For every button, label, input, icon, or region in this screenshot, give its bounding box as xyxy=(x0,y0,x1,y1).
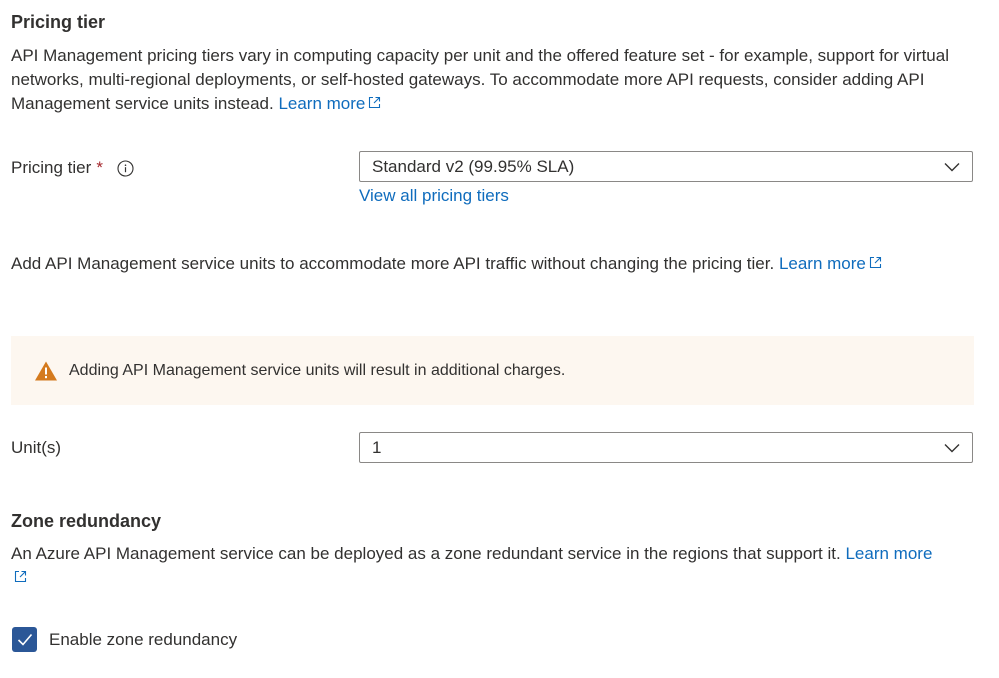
warning-message-bar xyxy=(11,336,974,405)
zone-redundancy-checkbox-label[interactable]: Enable zone redundancy xyxy=(49,629,238,649)
pricing-tier-heading: Pricing tier xyxy=(11,12,106,32)
warning-text: Adding API Management service units will result in additional charges. xyxy=(69,361,566,379)
units-description-text: Add API Management service units to accommodate more API traffic without changing the pricing tier. xyxy=(11,254,775,273)
units-dropdown[interactable] xyxy=(359,432,973,463)
zone-redundancy-description xyxy=(11,542,946,590)
pricing-tier-field-label xyxy=(11,158,134,178)
external-link-icon xyxy=(368,96,381,109)
units-description xyxy=(11,252,981,276)
learn-more-label: Learn more xyxy=(278,94,366,113)
pricing-tier-description-text: API Management pricing tiers vary in computing capacity per unit and the offered feature set - for example, support for virtual networks, multi-regional deployments, or self-hosted gateways. To accommodate more API requests, consider adding API Management service units instead. xyxy=(11,46,949,113)
external-link-icon xyxy=(14,570,27,583)
chevron-down-icon xyxy=(944,162,960,172)
units-dropdown-value: 1 xyxy=(372,437,382,457)
pricing-tier-dropdown-value: Standard v2 (99.95% SLA) xyxy=(372,156,575,176)
units-label-text: Unit(s) xyxy=(11,438,62,457)
checkmark-icon xyxy=(17,633,33,646)
zone-redundancy-checkbox-row xyxy=(12,627,237,652)
info-icon[interactable] xyxy=(117,160,134,177)
external-link-icon xyxy=(869,256,882,269)
learn-more-label: Learn more xyxy=(778,254,866,273)
view-all-pricing-tiers-link[interactable]: View all pricing tiers xyxy=(359,186,509,205)
required-indicator: * xyxy=(96,158,103,177)
zone-redundancy-heading: Zone redundancy xyxy=(11,511,162,531)
learn-more-label: Learn more xyxy=(845,544,933,563)
units-learn-more-link[interactable] xyxy=(779,254,882,273)
units-field-label xyxy=(11,438,61,458)
zone-description-text: An Azure API Management service can be deployed as a zone redundant service in the regions that support it. xyxy=(11,544,841,563)
zone-redundancy-checkbox[interactable] xyxy=(12,627,37,652)
pricing-tier-learn-more-link[interactable] xyxy=(278,94,381,113)
pricing-tier-dropdown[interactable] xyxy=(359,151,973,182)
pricing-tier-label-text: Pricing tier xyxy=(11,158,92,177)
chevron-down-icon xyxy=(944,443,960,453)
pricing-tier-description xyxy=(11,44,981,116)
warning-icon xyxy=(34,360,58,382)
